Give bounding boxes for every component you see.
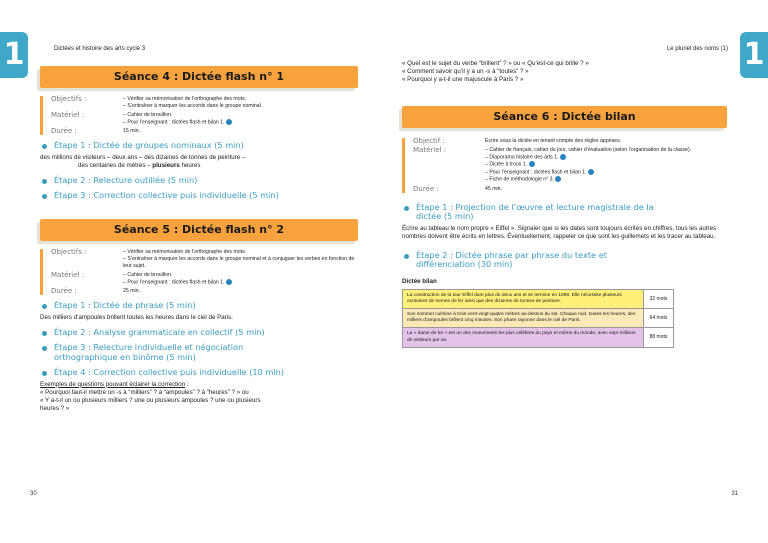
text-line: des millions de visiteurs – deux ans – des dizaines de tonnes de peinture –: [40, 153, 246, 161]
objectif-line: – S’entraîner à marquer les accords dans le groupe nominal.: [123, 103, 263, 109]
bullet-icon: [42, 331, 47, 336]
page-number-left: 30: [30, 491, 37, 497]
materiel-line: – Cahier de brouillon.: [123, 112, 173, 118]
duree-label: Durée :: [51, 287, 77, 296]
text-line: « Quel est le sujet du verbe “brillent” ? » ou « Qu’est-ce qui brille ? »: [402, 60, 589, 67]
text-span: heures: [179, 161, 201, 169]
page-number-right: 31: [731, 491, 738, 497]
etape-heading: [40, 301, 358, 311]
seance-5-meta: [40, 249, 358, 295]
examples-text: [40, 381, 358, 413]
objectif-value: Écrire sous la dictée en tenant compte des règles apprises.: [485, 138, 622, 144]
dictee-text-cell: La « dame de fer » est un des monuments les plus célèbres du pays et même du monde, avec sept millions de visiteurs par an.: [403, 328, 644, 347]
dictee-bilan-table: [402, 289, 674, 348]
cd-icon: [529, 161, 535, 167]
table-row: [403, 328, 674, 347]
duree-value: 25 min.: [123, 288, 141, 295]
seance-4-meta: [40, 96, 358, 135]
materiel-line: – Pour l’enseignant : dictées flash et bilan 1.: [123, 119, 225, 126]
etape-heading: [40, 191, 358, 201]
running-header-left: Dictées et histoire des arts cycle 3: [54, 46, 146, 52]
objectif-line: – Vérifier sa mémorisation de l’orthographe des mots.: [123, 96, 247, 102]
bullet-icon: [42, 144, 47, 149]
duree-label: Durée :: [413, 184, 439, 193]
text-line: « Comment savoir qu’il y a un -s à “toutes” ? »: [402, 68, 529, 75]
etape-text: [40, 154, 358, 170]
bold-word: plusieurs: [152, 161, 180, 169]
right-page: [402, 60, 727, 348]
etape-label: Étape 1 : Dictée de groupes nominaux (5 min): [54, 140, 244, 151]
etape-heading: [402, 251, 727, 270]
etape-text: Écrire au tableau le nom propre « Eiffel ». Signaler que si les dates sont toujours écrites en chiffres, tous les autres nombres doivent être écrits en lettres. Éventuellement, rappeler ce que sont les guillemets et les tracer au tableau.: [402, 224, 717, 240]
bullet-icon: [42, 179, 47, 184]
etape-heading: [40, 141, 358, 151]
etape-label: Étape 2 : Dictée phrase par phrase du texte et différenciation (30 min): [416, 249, 607, 269]
objectif-label: Objectif :: [413, 137, 445, 145]
materiel-line: – Pour l’enseignant : dictées flash et bilan 1.: [485, 169, 587, 176]
text-line: « Pourquoi faut-il mettre un -s à “milliers” ? à “ampoules” ? à “heures” ? » ou: [40, 388, 249, 396]
etape-heading: [40, 368, 358, 378]
seance-6-meta: [402, 138, 727, 193]
examples-label: Exemples de questions pouvant éclairer la correction: [40, 380, 186, 388]
cd-icon: [588, 169, 594, 175]
text-span: des centaines de mètres –: [78, 161, 153, 169]
dictee-text-cell: Son sommet culmine à trois-cent-vingt-quatre mètres au-dessus du sol. Chaque nuit, toutes les heures, des milliers d’ampoules brillent cinq minutes. Son phare rayonne dans le ciel de Paris.: [403, 308, 644, 327]
etape-label: Étape 1 : Dictée de phrase (5 min): [54, 300, 196, 311]
materiel-label: Matériel :: [413, 146, 447, 154]
materiel-line: – Pour l’enseignant : dictées flash et bilan 1.: [123, 279, 225, 286]
objectif-line: – Vérifier sa mémorisation de l’orthographe des mots.: [123, 248, 247, 255]
etape-label: Étape 3 : Correction collective puis individuelle (5 min): [54, 190, 279, 201]
bullet-icon: [42, 371, 47, 376]
text-span: :: [185, 380, 189, 388]
etape-heading: [402, 203, 727, 222]
chapter-tab-left: 1: [0, 32, 28, 78]
text-line: « Y a-t-il un ou plusieurs milliers ? une ou plusieurs ampoules ? une ou plusieurs: [40, 396, 261, 404]
duree-label: Durée :: [51, 127, 77, 136]
table-row: [403, 289, 674, 308]
bullet-icon: [404, 206, 409, 211]
etape-label: Étape 2 : Analyse grammaticale en collectif (5 min): [54, 326, 265, 337]
etape-label: Étape 3 : Relecture individuelle et négociation orthographique en binôme (5 min): [54, 342, 244, 362]
table-row: [403, 308, 674, 327]
word-count-cell: 88 mots: [644, 328, 674, 347]
bullet-icon: [42, 304, 47, 309]
etape-label: Étape 1 : Projection de l’œuvre et lecture magistrale de la dictée (5 min): [416, 201, 654, 221]
left-page: [40, 60, 358, 413]
etape-text: Des milliers d’ampoules brillent toutes les heures dans le ciel de Paris.: [40, 313, 233, 321]
etape-heading: [40, 343, 358, 362]
text-line: heures ? »: [40, 404, 70, 412]
duree-value: 45 min.: [485, 185, 503, 192]
etape-label: Étape 4 : Correction collective puis individuelle (10 min): [54, 367, 284, 378]
bullet-icon: [404, 254, 409, 259]
cd-icon: [555, 176, 561, 182]
questions-text: [402, 60, 727, 84]
bullet-icon: [42, 194, 47, 199]
bullet-icon: [42, 346, 47, 351]
materiel-label: Matériel :: [51, 270, 85, 279]
materiel-line: – Fiche de méthodologie n° 3.: [485, 176, 554, 183]
materiel-label: Matériel :: [51, 111, 85, 119]
duree-value: 15 min.: [123, 128, 141, 135]
text-line: « Pourquoi y a-t-il une majuscule à Paris ? »: [402, 76, 524, 83]
word-count-cell: 32 mots: [644, 289, 674, 308]
materiel-line: – Dictée à trous 1.: [485, 161, 528, 168]
materiel-line: – Diaporama histoire des arts 1.: [485, 154, 559, 161]
objectifs-label: Objectifs :: [51, 95, 87, 103]
etape-label: Étape 2 : Relecture outillée (5 min): [54, 174, 198, 185]
materiel-line: – Cahier de français, cahier du jour, cahier d’évaluation (selon l’organisation de la classe).: [485, 147, 692, 153]
dictee-bilan-title: Dictée bilan: [402, 277, 437, 285]
etape-heading: [40, 176, 358, 186]
cd-icon: [226, 119, 232, 125]
dictee-text-cell: La construction de la tour Eiffel dure plus de deux ans et se termine en 1889. Elle nécessite plusieurs centaines de tonnes de fer ainsi que des dizaines de tonnes de peinture.: [403, 289, 644, 308]
seance-4-title: Séance 4 : Dictée flash n° 1: [40, 66, 358, 88]
word-count-cell: 64 mots: [644, 308, 674, 327]
cd-icon: [226, 279, 232, 285]
cd-icon: [560, 154, 566, 160]
materiel-line: – Cahier de brouillon.: [123, 271, 173, 278]
objectifs-label: Objectifs :: [51, 247, 87, 256]
etape-heading: [40, 328, 358, 338]
seance-5-title: Séance 5 : Dictée flash n° 2: [40, 219, 358, 241]
chapter-tab-right: 1: [740, 32, 768, 78]
running-header-right: Le pluriel des noms (1): [666, 46, 728, 52]
objectif-line: – S’entraîner à marquer les accords dans le groupe nominal et à conjuguer les verbes en fonction de leur sujet.: [123, 255, 355, 269]
seance-6-title: Séance 6 : Dictée bilan: [402, 106, 727, 128]
